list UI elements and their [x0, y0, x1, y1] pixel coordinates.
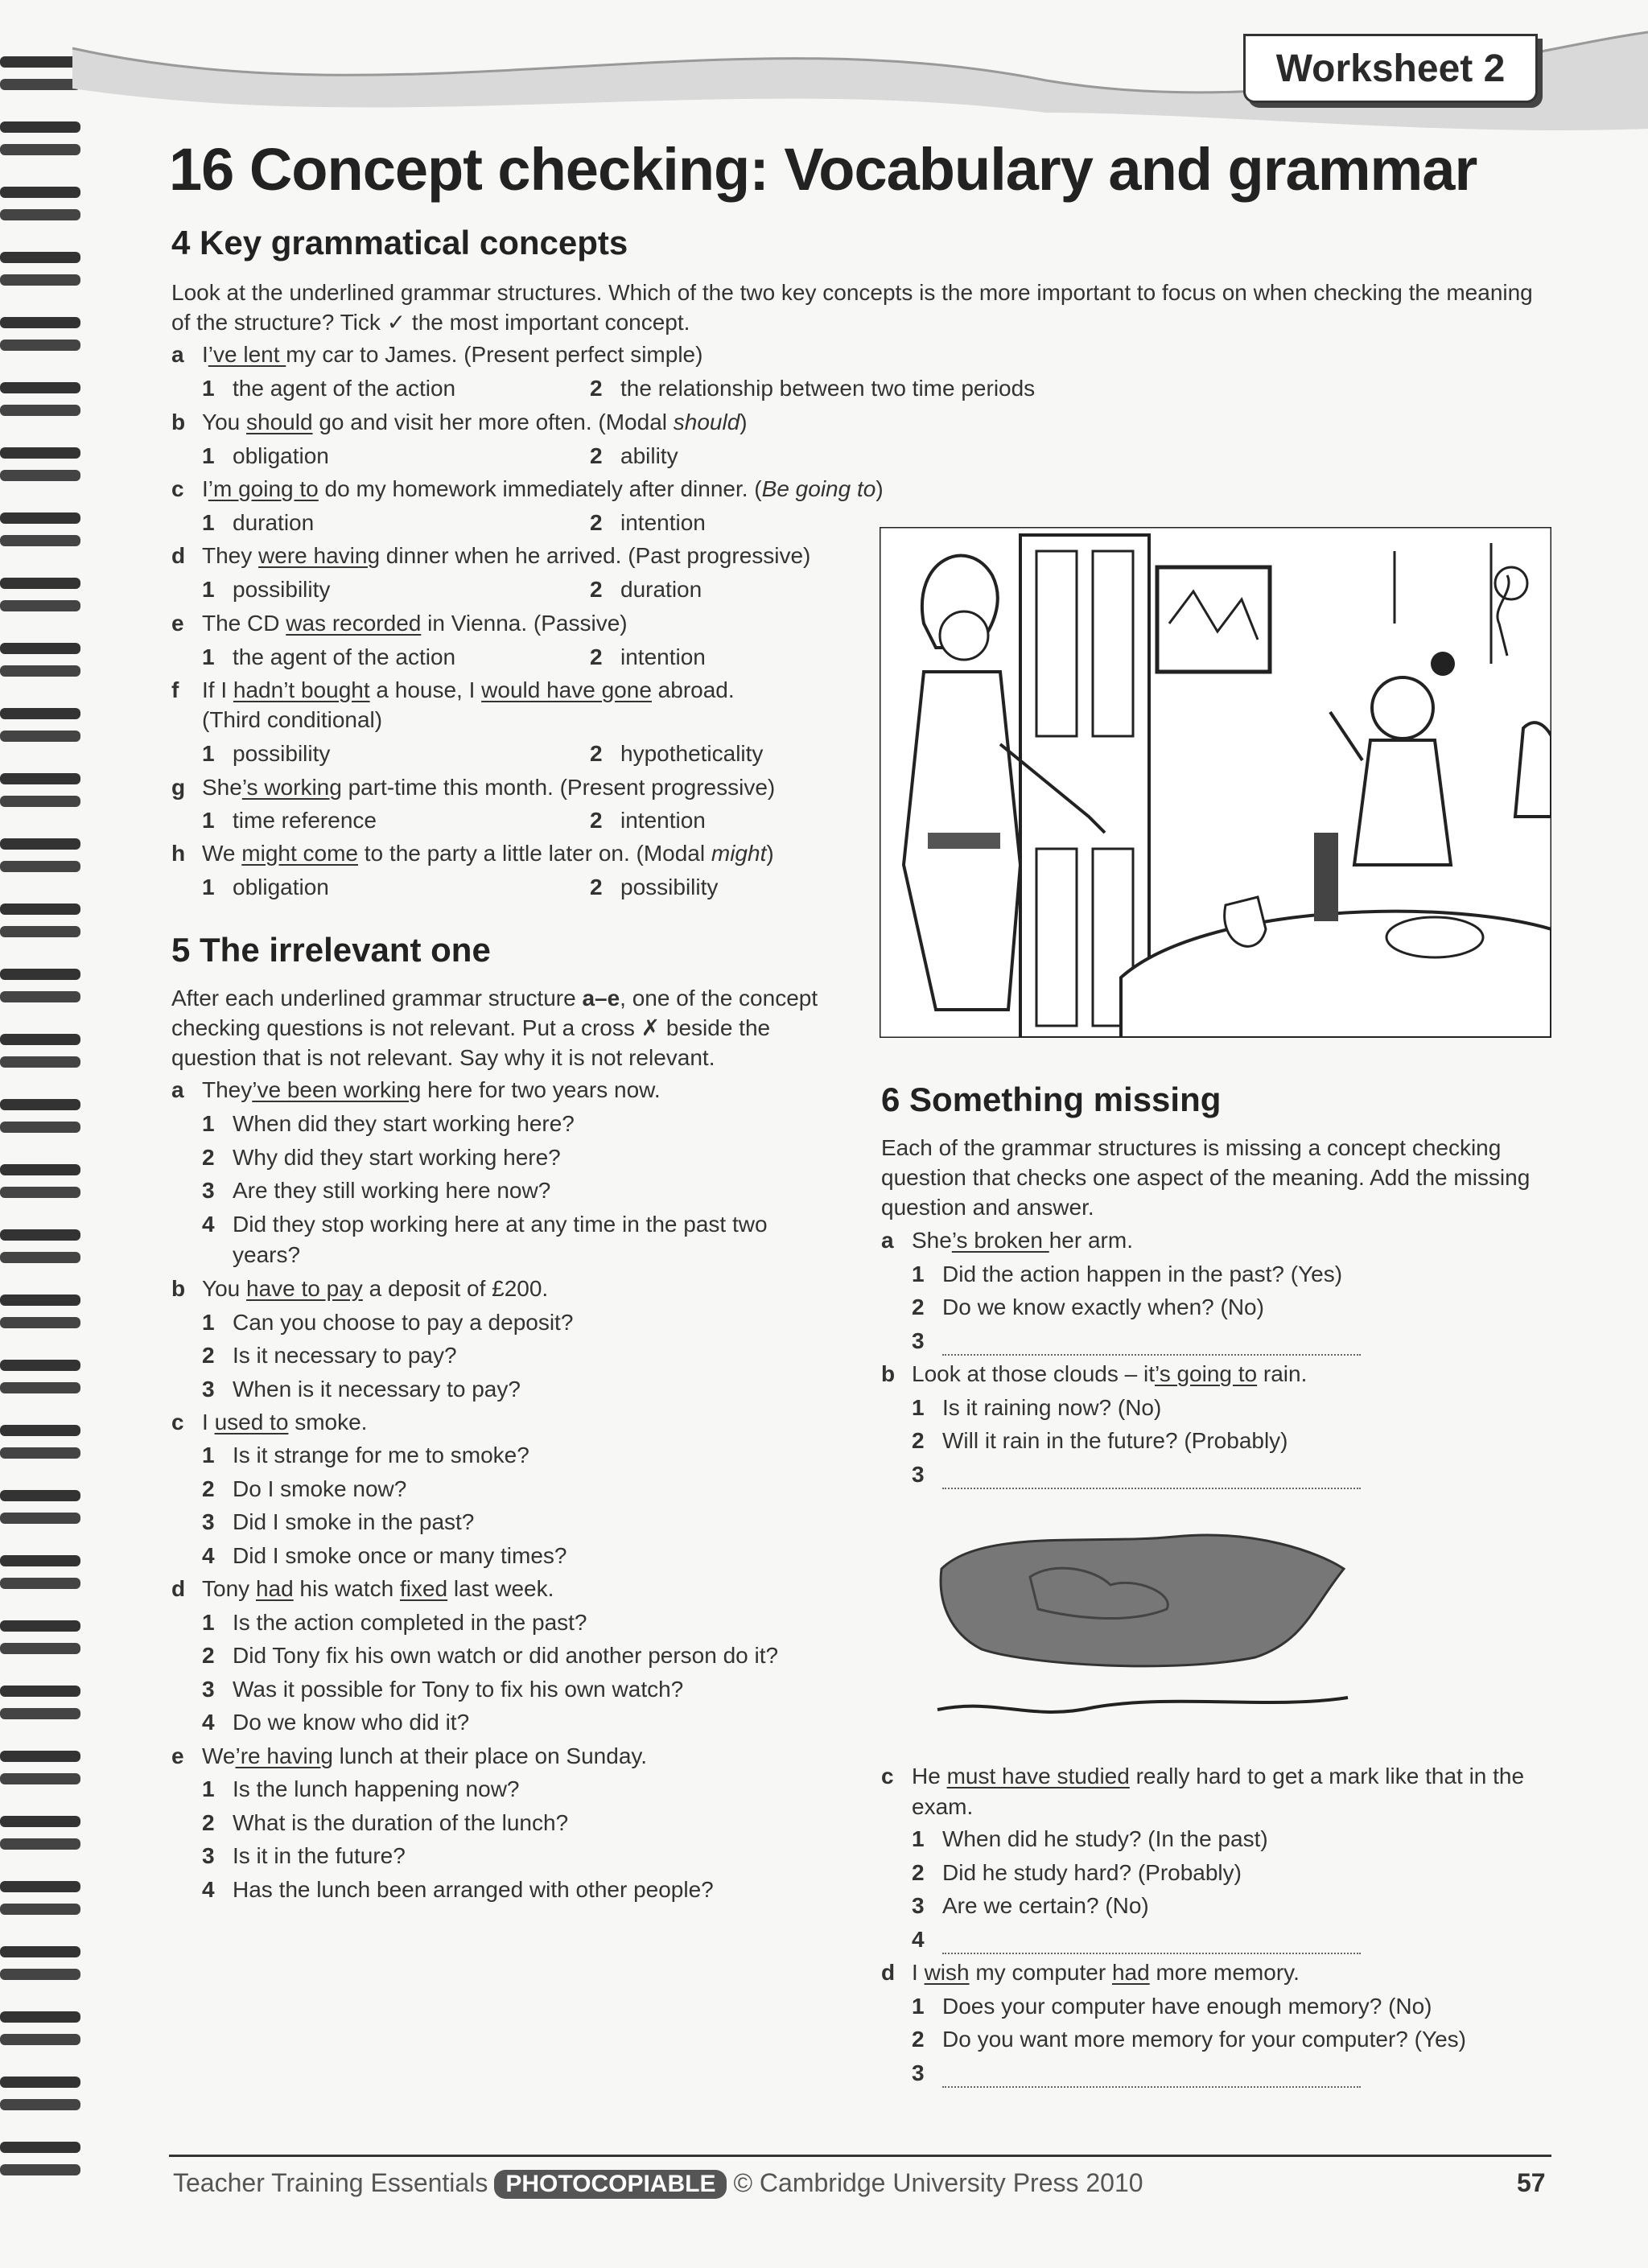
s4-g-opt2[interactable]: 2 intention — [590, 808, 706, 833]
s6-a-q1: 1 Did the action happen in the past? (Yes) — [912, 1262, 1343, 1286]
s4-e-opt1[interactable]: 1 the agent of the action — [202, 644, 456, 669]
s6-item-c: c He must have studied really hard to get a mark like that in the — [881, 1764, 1525, 1788]
s5-d-q1[interactable]: 1 Is the action completed in the past? — [202, 1610, 587, 1635]
s5-c-q3[interactable]: 3 Did I smoke in the past? — [202, 1509, 475, 1534]
footer-rule — [169, 2155, 1551, 2157]
s6-b-q1: 1 Is it raining now? (No) — [912, 1395, 1162, 1420]
s4-item-f: f If I hadn’t bought a house, I would have gone abroad. — [171, 677, 735, 702]
s5-b-q2[interactable]: 2 Is it necessary to pay? — [202, 1343, 457, 1368]
s6-a-q2: 2 Do we know exactly when? (No) — [912, 1295, 1264, 1319]
s6-d-q1: 1 Does your computer have enough memory? (No) — [912, 1994, 1432, 2019]
photocopiable-badge: PHOTOCOPIABLE — [494, 2170, 727, 2199]
s6-item-c-line2: exam. — [912, 1794, 974, 1819]
s4-item-f-line2: (Third conditional) — [202, 707, 383, 732]
s6-b-q2: 2 Will it rain in the future? (Probably) — [912, 1428, 1288, 1453]
s5-a-q1[interactable]: 1 When did they start working here? — [202, 1111, 575, 1136]
s5-item-e: e We’re having lunch at their place on Sunday. — [171, 1743, 648, 1768]
s4-f-opt1[interactable]: 1 possibility — [202, 741, 331, 766]
section-5-title: 5 The irrelevant one — [171, 931, 491, 969]
s6-c-q3: 3 Are we certain? (No) — [912, 1893, 1149, 1918]
s4-d-opt1[interactable]: 1 possibility — [202, 577, 331, 602]
s4-a-opt1[interactable]: 1 the agent of the action — [202, 376, 456, 401]
s5-a-q4[interactable]: 4 Did they stop working here at any time in the past two — [202, 1212, 768, 1237]
section-6-intro: Each of the grammar structures is missing a concept checking question that checks one aspect of the meaning. Add the missing question and answer. — [881, 1135, 1531, 1220]
s4-item-c: c I’m going to do my homework immediately after dinner. (Be going to) — [171, 476, 884, 501]
s6-d-q3-blank[interactable]: 3 — [912, 2059, 1361, 2088]
s4-item-g: g She’s working part-time this month. (Present progressive) — [171, 775, 776, 800]
s6-d-q2: 2 Do you want more memory for your computer? (Yes) — [912, 2027, 1466, 2052]
s4-item-a: a I’ve lent my car to James. (Present perfect simple) — [171, 342, 703, 367]
s5-b-q3[interactable]: 3 When is it necessary to pay? — [202, 1377, 521, 1402]
s5-item-d: d Tony had his watch fixed last week. — [171, 1576, 554, 1601]
page-title: 16 Concept checking: Vocabulary and grammar — [169, 136, 1477, 203]
s5-d-q3[interactable]: 3 Was it possible for Tony to fix his own watch? — [202, 1677, 684, 1702]
s4-g-opt1[interactable]: 1 time reference — [202, 808, 377, 833]
dinner-scene-illustration — [880, 527, 1551, 1038]
s5-a-q3[interactable]: 3 Are they still working here now? — [202, 1178, 551, 1203]
s6-a-q3-blank[interactable]: 3 — [912, 1327, 1361, 1356]
s6-item-a: a She’s broken her arm. — [881, 1228, 1133, 1253]
s5-item-a: a They’ve been working here for two years now. — [171, 1077, 661, 1102]
s5-e-q3[interactable]: 3 Is it in the future? — [202, 1843, 406, 1868]
page-number: 57 — [1517, 2168, 1546, 2197]
worksheet-tab: Worksheet 2 — [1243, 34, 1538, 103]
s5-d-q4[interactable]: 4 Do we know who did it? — [202, 1710, 470, 1735]
s5-c-q4[interactable]: 4 Did I smoke once or many times? — [202, 1543, 567, 1568]
s4-c-opt1[interactable]: 1 duration — [202, 510, 315, 535]
s5-b-q1[interactable]: 1 Can you choose to pay a deposit? — [202, 1310, 574, 1335]
section-5-intro: After each underlined grammar structure a–e, one of the concept checking questions is not relevant. Put a cross ✗ beside the question that is not relevant. Say why it is not relevant. — [171, 986, 818, 1070]
section-4-intro: Look at the underlined grammar structures. Which of the two key concepts is the more important to focus on when checking the meaning of the structure? Tick ✓ the most important concept. — [171, 280, 1533, 335]
s5-a-q2[interactable]: 2 Why did they start working here? — [202, 1145, 561, 1170]
section-6-title: 6 Something missing — [881, 1080, 1222, 1118]
s4-item-h: h We might come to the party a little later on. (Modal might) — [171, 841, 774, 866]
s5-e-q1[interactable]: 1 Is the lunch happening now? — [202, 1776, 520, 1801]
s5-a-q4-cont: years? — [233, 1242, 301, 1267]
cloud-illustration — [933, 1529, 1352, 1722]
section-4-title: 4 Key grammatical concepts — [171, 224, 628, 261]
s4-f-opt2[interactable]: 2 hypotheticality — [590, 741, 764, 766]
s5-item-c: c I used to smoke. — [171, 1410, 368, 1434]
s4-a-opt2[interactable]: 2 the relationship between two time periods — [590, 376, 1036, 401]
s6-c-q2: 2 Did he study hard? (Probably) — [912, 1860, 1242, 1885]
s6-b-q3-blank[interactable]: 3 — [912, 1460, 1361, 1489]
s4-e-opt2[interactable]: 2 intention — [590, 644, 706, 669]
s6-c-q4-blank[interactable]: 4 — [912, 1925, 1361, 1954]
s5-e-q2[interactable]: 2 What is the duration of the lunch? — [202, 1810, 569, 1835]
s6-item-d: d I wish my computer had more memory. — [881, 1960, 1300, 1985]
s4-b-opt1[interactable]: 1 obligation — [202, 443, 329, 468]
s4-b-opt2[interactable]: 2 ability — [590, 443, 678, 468]
s5-e-q4[interactable]: 4 Has the lunch been arranged with other people? — [202, 1877, 714, 1902]
s6-c-q1: 1 When did he study? (In the past) — [912, 1826, 1268, 1851]
s4-item-b: b You should go and visit her more often. (Modal should) — [171, 410, 748, 434]
s4-c-opt2[interactable]: 2 intention — [590, 510, 706, 535]
s6-item-b: b Look at those clouds – it’s going to rain. — [881, 1361, 1308, 1386]
s5-d-q2[interactable]: 2 Did Tony fix his own watch or did another person do it? — [202, 1643, 779, 1668]
footer-credit: Teacher Training Essentials PHOTOCOPIABLE © Cambridge University Press 2010 — [173, 2168, 1143, 2197]
s4-h-opt2[interactable]: 2 possibility — [590, 875, 719, 899]
s4-item-d: d They were having dinner when he arrived. (Past progressive) — [171, 543, 811, 568]
s5-c-q1[interactable]: 1 Is it strange for me to smoke? — [202, 1443, 529, 1467]
s4-h-opt1[interactable]: 1 obligation — [202, 875, 329, 899]
spiral-binding — [0, 40, 89, 2212]
s4-item-e: e The CD was recorded in Vienna. (Passive) — [171, 611, 628, 636]
s5-item-b: b You have to pay a deposit of £200. — [171, 1276, 549, 1301]
s5-c-q2[interactable]: 2 Do I smoke now? — [202, 1476, 407, 1501]
s4-d-opt2[interactable]: 2 duration — [590, 577, 702, 602]
